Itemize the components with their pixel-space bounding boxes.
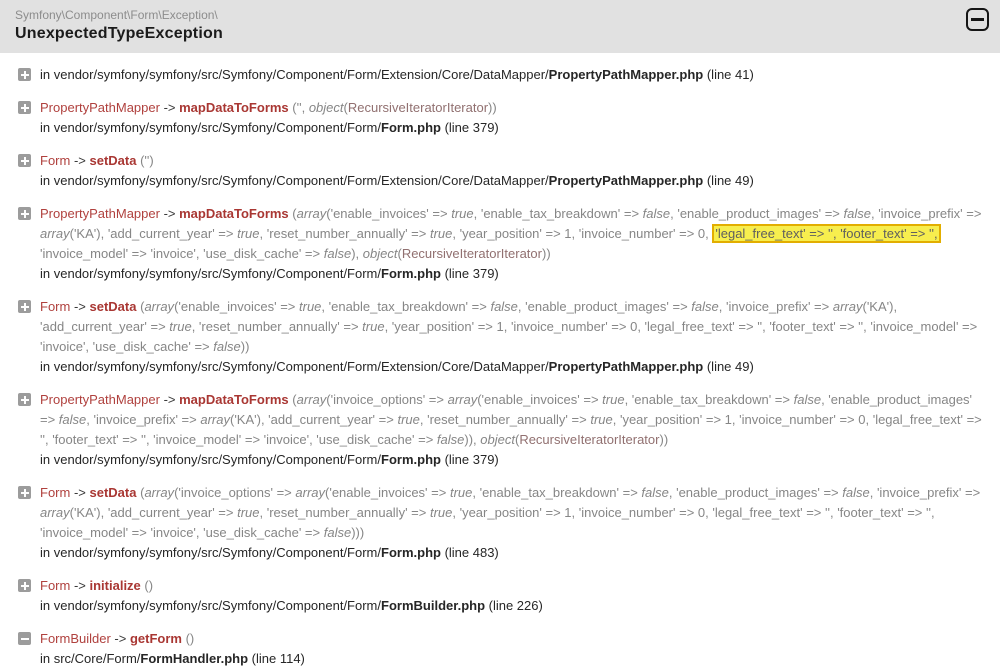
trace-class-name: FormBuilder [40, 631, 111, 646]
trace-class-name: PropertyPathMapper [40, 206, 160, 221]
argument-keyword: true [429, 226, 453, 241]
expand-entry-icon[interactable] [18, 101, 31, 114]
trace-entry [18, 151, 990, 191]
trace-file-location [40, 543, 990, 563]
trace-method-name: mapDataToForms [179, 100, 289, 115]
argument-segment: ('', [292, 100, 309, 115]
trace-class-name: Form [40, 485, 71, 500]
file-name: Form.php [381, 120, 441, 135]
file-path: in vendor/symfony/symfony/src/Symfony/Component/Form/Extension/Core/DataMapper/ [40, 173, 549, 188]
trace-arguments [292, 100, 496, 115]
argument-keyword: true [590, 412, 613, 427]
argument-segment: )) [240, 339, 250, 354]
argument-keyword: array [40, 226, 70, 241]
argument-segment: ('enable_invoices' => [326, 206, 452, 221]
argument-segment: )) [488, 100, 497, 115]
line-number: (line 483) [440, 545, 499, 560]
file-name: FormBuilder.php [381, 598, 486, 613]
argument-segment: , 'enable_tax_breakdown' => [624, 392, 794, 407]
argument-class-name: RecursiveIteratorIterator [401, 246, 542, 261]
argument-segment: () [144, 578, 154, 593]
argument-segment: ( [140, 485, 145, 500]
trace-arguments [186, 631, 195, 646]
trace-entry [18, 576, 990, 616]
argument-segment: , 'invoice_prefix' => [86, 412, 201, 427]
argument-segment: , 'enable_tax_breakdown' => [321, 299, 491, 314]
argument-keyword: false [323, 525, 352, 540]
argument-segment: ), [351, 246, 363, 261]
trace-entry-body [40, 629, 990, 669]
trace-call [40, 390, 990, 450]
argument-segment: ( [292, 206, 297, 221]
trace-entry [18, 98, 990, 138]
argument-keyword: false [213, 339, 241, 354]
line-number: (line 379) [440, 452, 499, 467]
trace-entry-body [40, 390, 990, 470]
trace-file-location [40, 65, 990, 85]
trace-method-name: setData [89, 299, 137, 314]
method-arrow: -> [70, 153, 90, 168]
argument-segment: , 'invoice_prefix' => [870, 206, 982, 221]
expand-entry-icon[interactable] [18, 300, 31, 313]
argument-keyword: false [842, 485, 870, 500]
expand-entry-icon[interactable] [18, 154, 31, 167]
argument-segment: ( [514, 432, 520, 447]
trace-method-name: initialize [89, 578, 141, 593]
argument-segment: ( [397, 246, 402, 261]
trace-entry-body [40, 204, 990, 284]
argument-keyword: true [362, 319, 385, 334]
argument-segment: ))) [351, 525, 365, 540]
line-number: (line 114) [248, 651, 305, 666]
expand-entry-icon[interactable] [18, 207, 31, 220]
argument-segment: , 'reset_number_annually' => [191, 319, 363, 334]
highlighted-argument: 'legal_free_text' => '', 'footer_text' => '', [712, 224, 940, 243]
method-arrow: -> [110, 631, 130, 646]
argument-keyword: true [397, 412, 420, 427]
expand-entry-icon[interactable] [18, 486, 31, 499]
argument-segment: ( [140, 299, 145, 314]
argument-keyword: true [451, 206, 474, 221]
minus-square-icon[interactable] [966, 8, 989, 31]
trace-method-name: mapDataToForms [179, 206, 289, 221]
trace-arguments [140, 153, 154, 168]
argument-keyword: array [200, 412, 230, 427]
trace-call [40, 98, 990, 118]
trace-entry [18, 297, 990, 377]
trace-entry [18, 629, 990, 669]
argument-keyword: array [144, 485, 175, 500]
argument-segment: , 'invoice_prefix' => [869, 485, 981, 500]
argument-segment: ('KA'), 'add_current_year' => [69, 505, 238, 520]
argument-segment: 'invoice_model' => 'invoice', 'use_disk_cache' => [40, 246, 324, 261]
argument-class-name: RecursiveIteratorIterator [347, 100, 489, 115]
trace-entry-body [40, 576, 990, 616]
file-name: PropertyPathMapper.php [548, 173, 704, 188]
argument-keyword: true [299, 299, 322, 314]
argument-keyword: false [58, 412, 87, 427]
argument-keyword: false [490, 299, 518, 314]
argument-segment: ('enable_invoices' => [325, 485, 450, 500]
trace-call [40, 576, 990, 596]
trace-method-name: getForm [129, 631, 182, 646]
argument-keyword: object [362, 246, 398, 261]
argument-segment: ('invoice_options' => [174, 485, 296, 500]
argument-keyword: array [144, 299, 175, 314]
method-arrow: -> [159, 100, 180, 115]
argument-keyword: object [308, 100, 344, 115]
argument-keyword: true [449, 485, 473, 500]
argument-segment: , 'enable_product_images' => [517, 299, 692, 314]
argument-keyword: object [480, 432, 515, 447]
argument-keyword: array [447, 392, 478, 407]
argument-segment: )) [541, 246, 551, 261]
method-arrow: -> [159, 206, 180, 221]
trace-method-name: mapDataToForms [179, 392, 289, 407]
trace-entry-body [40, 483, 990, 563]
file-path: in vendor/symfony/symfony/src/Symfony/Component/Form/ [40, 266, 382, 281]
trace-call [40, 629, 990, 649]
line-number: (line 41) [703, 67, 754, 82]
trace-file-location [40, 596, 990, 616]
argument-keyword: array [295, 485, 326, 500]
file-name: FormHandler.php [140, 651, 249, 666]
trace-method-name: setData [89, 485, 137, 500]
file-path: in vendor/symfony/symfony/src/Symfony/Component/Form/ [40, 120, 382, 135]
argument-segment: , 'year_position' => 1, 'invoice_number' => 0, 'legal_free_text' => '', 'footer_text' => '', 'invoice_model' => 'invoice', 'use_disk_cache' => [40, 412, 982, 447]
trace-class-name: Form [40, 299, 71, 314]
argument-segment: , 'enable_tax_breakdown' => [473, 206, 643, 221]
trace-call [40, 483, 990, 543]
argument-keyword: false [436, 432, 465, 447]
collapse-entry-icon[interactable] [18, 632, 31, 645]
stack-trace-list [0, 53, 1000, 669]
argument-segment: , 'reset_number_annually' => [259, 505, 430, 520]
method-arrow: -> [159, 392, 180, 407]
expand-entry-icon[interactable] [18, 579, 31, 592]
argument-keyword: array [296, 392, 327, 407]
file-path: in src/Core/Form/ [40, 651, 141, 666]
argument-segment: ('enable_invoices' => [174, 299, 299, 314]
argument-segment: , 'invoice_prefix' => [718, 299, 833, 314]
argument-segment: , 'enable_product_images' => [670, 206, 844, 221]
argument-keyword: true [237, 505, 260, 520]
argument-segment: ('KA'), 'add_current_year' => [229, 412, 398, 427]
argument-keyword: array [832, 299, 863, 314]
argument-segment: ('invoice_options' => [326, 392, 448, 407]
argument-segment: , 'reset_number_annually' => [259, 226, 430, 241]
argument-segment: , 'year_position' => 1, 'invoice_number' => 0, 'legal_free_text' => '', 'footer_text' => '', 'invoice_model' => 'invoice', 'use_disk_cache' => [40, 505, 935, 540]
argument-segment: ('KA'), 'add_current_year' => [40, 299, 898, 334]
trace-file-location [40, 264, 990, 284]
argument-keyword: true [602, 392, 625, 407]
trace-entry-body [40, 98, 990, 138]
argument-segment: , 'enable_product_images' => [668, 485, 843, 500]
argument-keyword: false [642, 206, 671, 221]
argument-segment: ('enable_invoices' => [477, 392, 603, 407]
trace-entry-body [40, 151, 990, 191]
trace-class-name: Form [40, 153, 71, 168]
argument-segment: , 'enable_tax_breakdown' => [472, 485, 642, 500]
trace-arguments [144, 578, 153, 593]
argument-segment: , 'enable_product_images' => [40, 392, 973, 427]
trace-file-location [40, 649, 990, 669]
argument-keyword: true [429, 505, 453, 520]
trace-file-location [40, 118, 990, 138]
exception-class-title: UnexpectedTypeException [15, 25, 223, 42]
argument-keyword: array [296, 206, 327, 221]
trace-file-location [40, 171, 990, 191]
file-name: Form.php [381, 545, 441, 560]
file-name: Form.php [381, 266, 441, 281]
trace-entry-body [40, 65, 990, 85]
argument-segment: , 'reset_number_annually' => [419, 412, 591, 427]
method-arrow: -> [70, 485, 90, 500]
trace-class-name: Form [40, 578, 71, 593]
trace-class-name: PropertyPathMapper [40, 392, 160, 407]
argument-segment: ( [292, 392, 297, 407]
file-path: in vendor/symfony/symfony/src/Symfony/Component/Form/Extension/Core/DataMapper/ [40, 359, 549, 374]
argument-segment: , 'year_position' => 1, 'invoice_number' => 0, [452, 226, 713, 241]
trace-call [40, 204, 990, 264]
argument-segment: ('') [140, 153, 154, 168]
file-name: PropertyPathMapper.php [548, 359, 704, 374]
trace-call [40, 297, 990, 357]
exception-namespace: Symfony\Component\Form\Exception\ [15, 8, 218, 22]
argument-keyword: true [169, 319, 192, 334]
trace-arguments [40, 485, 980, 540]
argument-keyword: false [323, 246, 352, 261]
argument-keyword: array [40, 505, 70, 520]
argument-keyword: false [793, 392, 822, 407]
line-number: (line 379) [440, 120, 499, 135]
method-arrow: -> [70, 578, 90, 593]
expand-entry-icon[interactable] [18, 393, 31, 406]
argument-segment: ( [343, 100, 348, 115]
argument-segment: )) [659, 432, 669, 447]
argument-segment: () [185, 631, 195, 646]
trace-arguments [40, 299, 977, 354]
file-name: PropertyPathMapper.php [548, 67, 704, 82]
method-arrow: -> [70, 299, 90, 314]
trace-file-location [40, 357, 990, 377]
trace-file-location [40, 450, 990, 470]
trace-entry [18, 204, 990, 284]
line-number: (line 226) [485, 598, 543, 613]
expand-entry-icon[interactable] [18, 68, 31, 81]
trace-class-name: PropertyPathMapper [40, 100, 160, 115]
file-path: in vendor/symfony/symfony/src/Symfony/Component/Form/ [40, 545, 382, 560]
trace-entry-body [40, 297, 990, 377]
exception-header [0, 0, 1000, 53]
file-path: in vendor/symfony/symfony/src/Symfony/Component/Form/Extension/Core/DataMapper/ [40, 67, 549, 82]
argument-segment: )), [464, 432, 481, 447]
trace-call [40, 151, 990, 171]
argument-keyword: false [843, 206, 871, 221]
trace-entry [18, 65, 990, 85]
file-name: Form.php [381, 452, 441, 467]
argument-segment: ('KA'), 'add_current_year' => [69, 226, 238, 241]
argument-keyword: false [641, 485, 669, 500]
file-path: in vendor/symfony/symfony/src/Symfony/Component/Form/ [40, 452, 382, 467]
file-path: in vendor/symfony/symfony/src/Symfony/Component/Form/ [40, 598, 382, 613]
trace-entry [18, 390, 990, 470]
line-number: (line 379) [440, 266, 499, 281]
trace-method-name: setData [89, 153, 137, 168]
argument-keyword: false [691, 299, 719, 314]
argument-segment: , 'year_position' => 1, 'invoice_number' => 0, 'legal_free_text' => '', 'footer_text' => '', 'invoice_model' => 'invoice', 'use_disk_cache' => [40, 319, 978, 354]
trace-entry [18, 483, 990, 563]
argument-keyword: true [237, 226, 260, 241]
line-number: (line 49) [703, 173, 754, 188]
argument-class-name: RecursiveIteratorIterator [519, 432, 660, 447]
line-number: (line 49) [703, 359, 754, 374]
